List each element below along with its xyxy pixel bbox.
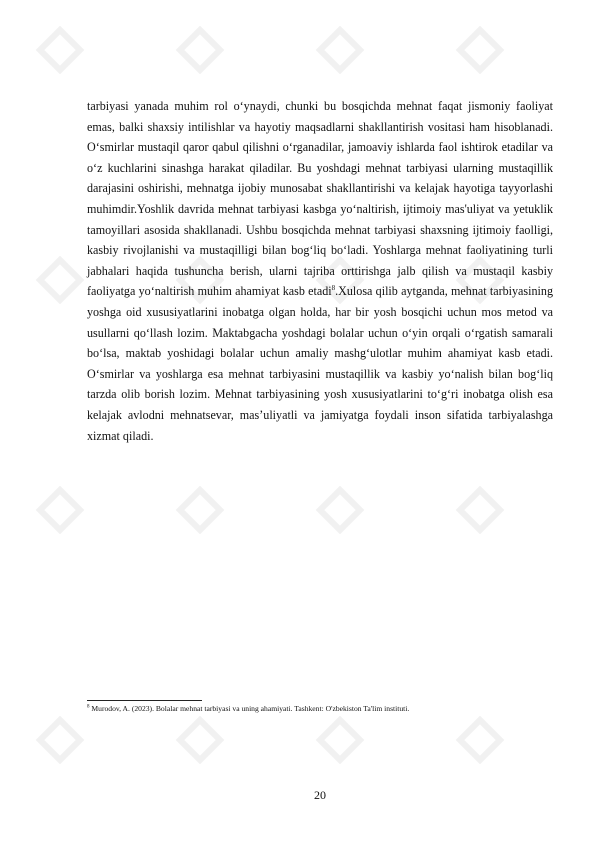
watermark-mark [180, 490, 220, 530]
body-paragraph [87, 96, 553, 446]
body-text-part-1: tarbiyasi yanada muhim rol o‘ynaydi, chunki bu bosqichda mehnat faqat jismoniy faoliyat emas, balki shaxsiy intilishlar va hayotiy maqsadlarni shakllantirish vositasi ham hisoblanadi. O‘smirlar mustaqil qaror qabul qilishni o‘rganadilar, jamoaviy ishlarda faol ishtirok etadilar va o‘z kuchlarini sinashga harakat qiladilar. Bu yoshdagi mehnat tarbiyasi ularning mustaqillik darajasini oshirishi, mehnatga ijobiy munosabat shakllantirishi va kelajak hayotiga tayyorlashi muhimdir.Yoshlik davrida mehnat tarbiyasi kasbga yo‘naltirish, ijtimoiy mas'uliyat va yetuklik tamoyillari asosida shakllanadi. Ushbu bosqichda mehnat tarbiyasi shaxsning ijtimoiy faolligi, kasbiy rivojlanishi va mustaqilligi bilan bog‘liq bo‘ladi. Yoshlarga mehnat faoliyatining turli jabhalari haqida tushuncha berish, ularni tajriba orttirishga jalb qilish va mustaqil kasbiy faoliyatga yo‘naltirish muhim ahamiyat kasb etadi [87, 99, 553, 299]
footnote-marker: 8 [87, 704, 90, 710]
watermark-mark [40, 260, 80, 300]
watermark-mark [180, 30, 220, 70]
footnote-reference[interactable]: 8 [331, 284, 336, 293]
watermark-mark [320, 490, 360, 530]
watermark-mark [40, 30, 80, 70]
watermark-mark [460, 490, 500, 530]
watermark-mark [180, 720, 220, 760]
footnote-separator [87, 700, 202, 701]
watermark-mark [320, 720, 360, 760]
footnote-text: Murodov, A. (2023). Bolalar mehnat tarbiyasi va uning ahamiyati. Tashkent: O'zbekiston Ta'lim instituti. [89, 704, 410, 713]
watermark-mark [460, 30, 500, 70]
watermark-mark [40, 490, 80, 530]
body-text-part-2: .Xulosa qilib aytganda, mehnat tarbiyasining yoshga oid xususiyatlarini inobatga olgan holda, har bir yosh bosqichi uchun mos metod va usullarni qo‘llash lozim. Maktabgacha yoshdagi bolalar uchun o‘yin orqali o‘rgatish samarali bo‘lsa, maktab yoshidagi bolalar uchun amaliy mashg‘ulotlar muhim ahamiyat kasb etadi. O‘smirlar va yoshlarga esa mehnat tarbiyasini mustaqillik va kasbiy yo‘nalish bilan bog‘liq tarzda olib borish lozim. Mehnat tarbiyasining yosh xususiyatlarini to‘g‘ri inobatga olish esa kelajak avlodni mehnatsevar, mas’uliyatli va jamiyatga foydali inson sifatida tarbiyalashga xizmat qiladi. [87, 284, 553, 443]
watermark-mark [460, 720, 500, 760]
page-number: 20 [314, 788, 326, 802]
watermark-mark [40, 720, 80, 760]
watermark-mark [320, 30, 360, 70]
footnote [87, 704, 557, 714]
